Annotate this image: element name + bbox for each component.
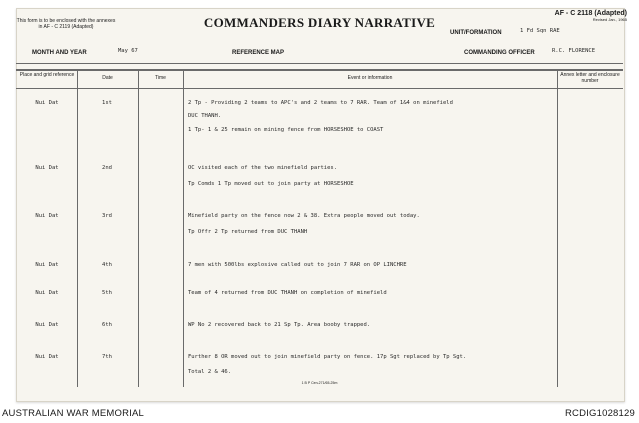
column-header-annex: Annex letter and enclosure number	[560, 72, 620, 84]
entry-line: Minefield party on the fence now 2 & 38. Extra people moved out today.	[188, 213, 420, 219]
column-header-date: Date	[102, 75, 113, 81]
archive-credit: AUSTRALIAN WAR MEMORIAL	[2, 408, 145, 419]
column-header-rule	[16, 88, 623, 89]
unit-label: UNIT/FORMATION	[450, 30, 502, 36]
column-header-event: Event or information	[347, 75, 393, 81]
reference-map-label: REFERENCE MAP	[232, 50, 285, 56]
month-label: MONTH AND YEAR	[32, 50, 87, 56]
diary-sheet	[16, 8, 625, 402]
form-identifier	[555, 10, 627, 22]
entry-place: Nui Dat	[35, 262, 59, 268]
unit-value: 1 Fd Sqn RAE	[520, 28, 560, 34]
entry-line: Tp Offr 2 Tp returned from DUC THANH	[188, 229, 308, 235]
table-top-rule	[16, 69, 623, 71]
entry-date: 1st	[102, 100, 112, 106]
entry-date: 6th	[102, 322, 112, 328]
header-rule	[16, 63, 623, 64]
entry-place: Nui Dat	[35, 100, 59, 106]
entry-date: 2nd	[102, 165, 112, 171]
commanding-officer-value: R.C. FLORENCE	[552, 48, 596, 54]
entry-date: 7th	[102, 354, 112, 360]
divider-time	[138, 69, 139, 387]
entry-date: 5th	[102, 290, 112, 296]
entry-date: 4th	[102, 262, 112, 268]
entry-line: Team of 4 returned from DUC THANH on completion of minefield	[188, 290, 387, 296]
entry-line: 2 Tp - Providing 2 teams to APC's and 2 teams to 7 RAR. Team of 1&4 on minefield	[188, 100, 453, 106]
printer-imprint: 1 B P Cen-271/65-25m	[301, 381, 338, 385]
divider-event	[183, 69, 184, 387]
entry-line: WP No 2 recovered back to 21 Sp Tp. Area booby trapped.	[188, 322, 371, 328]
entry-line: Further 8 OR moved out to join minefield party on fence. 17p Sgt replaced by Tp Sgt.	[188, 354, 467, 360]
entry-place: Nui Dat	[35, 213, 59, 219]
archive-reference: RCDIG1028129	[565, 408, 635, 419]
enclosure-note: This form is to be enclosed with the annexes in AF - C 2119 (Adapted)	[16, 18, 116, 30]
entry-line: Total 2 & 46.	[188, 369, 232, 375]
month-value: May 67	[118, 48, 138, 54]
entry-place: Nui Dat	[35, 354, 59, 360]
entry-line: DUC THANH.	[188, 113, 222, 119]
entry-date: 3rd	[102, 213, 112, 219]
column-header-place: Place and grid reference	[19, 72, 75, 78]
page-title: COMMANDERS DIARY NARRATIVE	[203, 15, 436, 30]
entry-line: 7 men with 500lbs explosive called out to join 7 RAR on OP LINCHRE	[188, 262, 407, 268]
entry-line: OC visited each of the two minefield parties.	[188, 165, 338, 171]
entry-line: 1 Tp- 1 & 25 remain on mining fence from HORSESHOE to COAST	[188, 127, 384, 133]
entry-line: Tp Comds 1 Tp moved out to join party at HORSESHOE	[188, 181, 354, 187]
form-number: AF - C 2118 (Adapted)	[554, 10, 627, 17]
divider-annex	[557, 69, 558, 387]
form-revised: Revised Jan., 1965	[592, 17, 627, 22]
column-header-time: Time	[155, 75, 166, 81]
entry-place: Nui Dat	[35, 165, 59, 171]
entry-place: Nui Dat	[35, 322, 59, 328]
entry-place: Nui Dat	[35, 290, 59, 296]
commanding-officer-label: COMMANDING OFFICER	[464, 50, 535, 56]
divider-date	[77, 69, 78, 387]
